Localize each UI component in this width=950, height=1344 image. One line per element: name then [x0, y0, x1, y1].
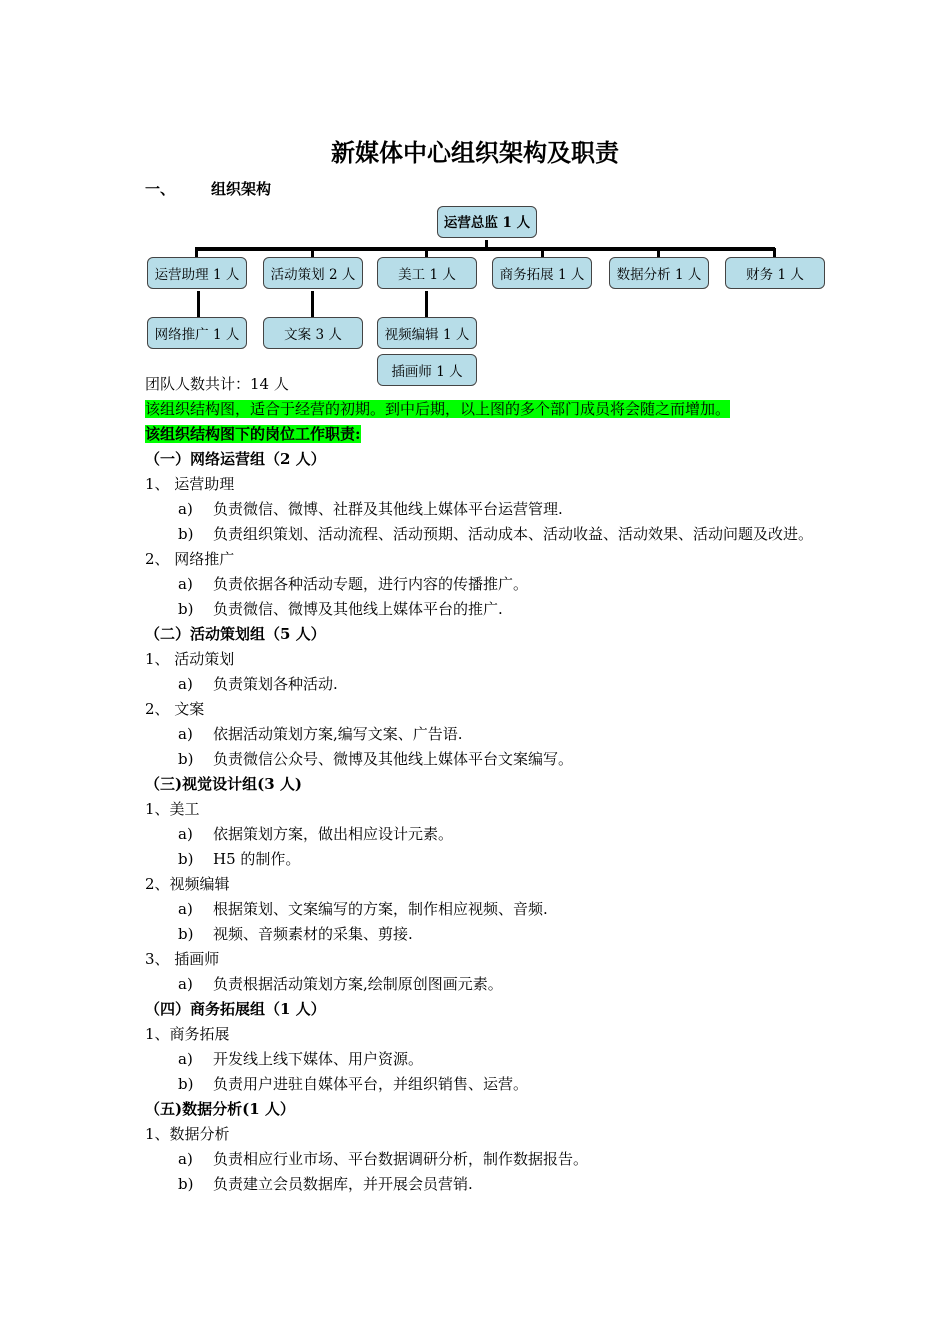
connector-line — [311, 291, 314, 317]
role-title: 1、商务拓展 — [145, 1025, 230, 1043]
duty-item-label: b) — [178, 925, 194, 943]
org-box-video-editor: 视频编辑 1 人 — [377, 317, 477, 349]
duty-item-text: 负责微信、微博及其他线上媒体平台的推广. — [213, 600, 503, 618]
duty-item-label: a) — [178, 900, 193, 918]
duty-item — [145, 822, 870, 847]
org-box-business-dev: 商务拓展 1 人 — [492, 257, 592, 289]
duty-item-text: 负责依据各种活动专题，进行内容的传播推广。 — [213, 575, 529, 593]
duty-item — [145, 1047, 870, 1072]
connector-line — [197, 291, 200, 317]
org-box-finance: 财务 1 人 — [725, 257, 825, 289]
duty-item-label: a) — [178, 575, 193, 593]
role-title: 2、视频编辑 — [145, 875, 230, 893]
role-title: 1、美工 — [145, 800, 200, 818]
org-box-event-planning: 活动策划 2 人 — [263, 257, 363, 289]
duty-groups — [145, 447, 870, 1197]
org-box-ops-assistant: 运营助理 1 人 — [147, 257, 247, 289]
role-title: 2、 网络推广 — [145, 550, 235, 568]
duty-item-text: 负责相应行业市场、平台数据调研分析，制作数据报告。 — [213, 1150, 589, 1168]
duty-item-label: b) — [178, 850, 194, 868]
org-box-online-promotion: 网络推广 1 人 — [147, 317, 247, 349]
duty-item — [145, 1172, 870, 1197]
role-title: 1、数据分析 — [145, 1125, 230, 1143]
duty-item-text: 根据策划、文案编写的方案，制作相应视频、音频. — [213, 900, 548, 918]
group-heading: （五)数据分析(1 人） — [145, 1100, 295, 1118]
connector-line — [425, 291, 428, 317]
duty-item-text: 负责微信公众号、微博及其他线上媒体平台文案编写。 — [213, 750, 574, 768]
duty-item-label: b) — [178, 1075, 194, 1093]
duty-item — [145, 1072, 870, 1097]
section-number: 一、 — [145, 180, 176, 198]
duty-item-label: b) — [178, 600, 194, 618]
duty-item-text: H5 的制作。 — [213, 850, 301, 868]
org-box-illustrator: 插画师 1 人 — [377, 354, 477, 386]
role-title: 3、 插画师 — [145, 950, 220, 968]
duty-intro-highlight: 该组织结构图下的岗位工作职责: — [145, 425, 361, 443]
duty-item — [145, 922, 870, 947]
group-heading: （一）网络运营组（2 人） — [145, 450, 326, 468]
duty-item-label: a) — [178, 1150, 193, 1168]
duty-item-label: a) — [178, 500, 193, 518]
duty-item-label: a) — [178, 1050, 193, 1068]
org-box-art-design: 美工 1 人 — [377, 257, 477, 289]
duty-item — [145, 597, 870, 622]
duty-item-text: 负责策划各种活动. — [213, 675, 338, 693]
duty-item — [145, 747, 870, 772]
duty-item-text: 负责组织策划、活动流程、活动预期、活动成本、活动收益、活动效果、活动问题及改进。 — [213, 525, 814, 543]
duty-item-text: 依据活动策划方案,编写文案、广告语. — [213, 725, 463, 743]
document-body — [145, 372, 870, 1197]
role-title: 1、 运营助理 — [145, 475, 235, 493]
duty-item — [145, 522, 870, 547]
role-title: 1、 活动策划 — [145, 650, 235, 668]
page-title: 新媒体中心组织架构及职责 — [331, 138, 619, 167]
group-heading: （三)视觉设计组(3 人) — [145, 775, 302, 793]
note-highlight: 该组织结构图，适合于经营的初期。到中后期，以上图的多个部门成员将会随之而增加。 — [145, 400, 731, 418]
team-total: 团队人数共计：14 人 — [145, 375, 289, 393]
duty-item-text: 视频、音频素材的采集、剪接. — [213, 925, 413, 943]
role-title: 2、 文案 — [145, 700, 205, 718]
duty-item-text: 负责根据活动策划方案,绘制原创图画元素。 — [213, 975, 503, 993]
section-label: 组织架构 — [211, 180, 272, 198]
duty-item-label: a) — [178, 825, 193, 843]
duty-item-text: 负责建立会员数据库，并开展会员营销. — [213, 1175, 473, 1193]
duty-item-label: b) — [178, 1175, 194, 1193]
org-box-data-analysis: 数据分析 1 人 — [609, 257, 709, 289]
duty-item — [145, 722, 870, 747]
duty-item-label: b) — [178, 525, 194, 543]
duty-item-label: a) — [178, 725, 193, 743]
section-heading-org-structure — [145, 178, 271, 199]
org-box-director: 运营总监 1 人 — [437, 206, 537, 238]
duty-item-text: 依据策划方案，做出相应设计元素。 — [213, 825, 454, 843]
duty-item-label: a) — [178, 975, 193, 993]
duty-item — [145, 572, 870, 597]
group-heading: （四）商务拓展组（1 人） — [145, 1000, 326, 1018]
duty-item-label: a) — [178, 675, 193, 693]
duty-item — [145, 847, 870, 872]
duty-item-label: b) — [178, 750, 194, 768]
duty-item — [145, 897, 870, 922]
duty-item-text: 开发线上线下媒体、用户资源。 — [213, 1050, 424, 1068]
org-box-copywriting: 文案 3 人 — [263, 317, 363, 349]
duty-item — [145, 972, 870, 997]
duty-item — [145, 497, 870, 522]
connector-line — [195, 247, 775, 251]
duty-item-text: 负责用户进驻自媒体平台，并组织销售、运营。 — [213, 1075, 529, 1093]
group-heading: （二）活动策划组（5 人） — [145, 625, 326, 643]
duty-item — [145, 672, 870, 697]
duty-item-text: 负责微信、微博、社群及其他线上媒体平台运营管理. — [213, 500, 563, 518]
duty-item — [145, 1147, 870, 1172]
